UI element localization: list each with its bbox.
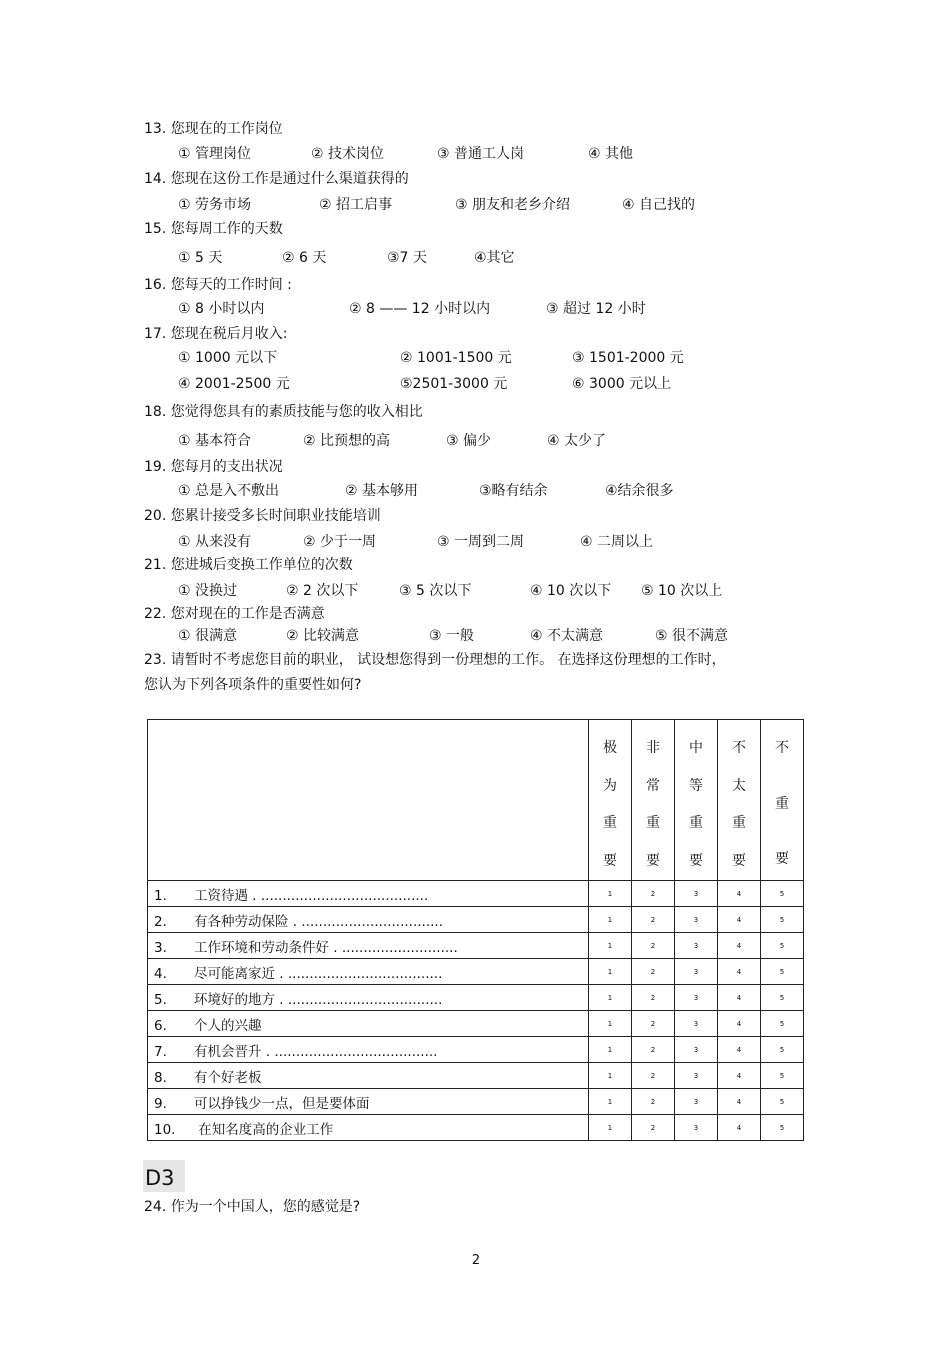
q15-option-2: ② 6 天 <box>282 250 327 266</box>
rating-option-4[interactable]: 4 <box>718 1063 761 1089</box>
row-text: 工作环境和劳动条件好 . ........................... <box>194 939 458 956</box>
rating-option-5[interactable]: 5 <box>761 1037 804 1063</box>
rating-option-4[interactable]: 4 <box>718 985 761 1011</box>
q14-option-2: ② 招工启事 <box>319 197 393 213</box>
header-quite-important <box>632 720 675 881</box>
rating-option-2[interactable]: 2 <box>632 1063 675 1089</box>
table-row <box>148 1037 804 1063</box>
row-label-cell <box>148 1063 589 1089</box>
row-label-cell <box>148 1115 589 1141</box>
row-number: 9. <box>154 1095 167 1112</box>
row-text: 有各种劳动保险 . ................................. <box>194 913 443 930</box>
row-text: 环境好的地方 . .................................... <box>194 991 443 1008</box>
row-number: 3. <box>154 939 167 956</box>
rating-option-3[interactable]: 3 <box>675 1063 718 1089</box>
row-text: 尽可能离家近 . .................................... <box>194 965 443 982</box>
question-23-line-1: 23. 请暂时不考虑您目前的职业， 试设想您得到一份理想的工作。 在选择这份理想的工作时， <box>144 652 726 668</box>
row-number: 10. <box>154 1121 176 1138</box>
q22-option-4: ④ 不太满意 <box>530 628 604 644</box>
rating-option-5[interactable]: 5 <box>761 1063 804 1089</box>
row-text: 个人的兴趣 <box>194 1017 262 1034</box>
row-label-cell <box>148 881 589 907</box>
row-label-cell <box>148 959 589 985</box>
header-char: 重 <box>603 815 617 831</box>
rating-option-4[interactable]: 4 <box>718 959 761 985</box>
rating-option-4[interactable]: 4 <box>718 881 761 907</box>
header-char: 重 <box>646 815 660 831</box>
table-row <box>148 1011 804 1037</box>
rating-option-5[interactable]: 5 <box>761 959 804 985</box>
rating-option-2[interactable]: 2 <box>632 1089 675 1115</box>
header-char: 非 <box>646 740 660 756</box>
header-char: 要 <box>646 852 660 869</box>
rating-option-3[interactable]: 3 <box>675 1115 718 1141</box>
table-row <box>148 1115 804 1141</box>
rating-option-5[interactable]: 5 <box>761 933 804 959</box>
rating-option-2[interactable]: 2 <box>632 959 675 985</box>
rating-option-3[interactable]: 3 <box>675 1037 718 1063</box>
q21-option-5: ⑤ 10 次以上 <box>641 583 723 599</box>
row-number: 6. <box>154 1017 167 1034</box>
rating-option-3[interactable]: 3 <box>675 881 718 907</box>
q13-option-1: ① 管理岗位 <box>178 146 252 162</box>
q22-option-5: ⑤ 很不满意 <box>655 628 729 644</box>
page-number: 2 <box>471 1253 481 1268</box>
q14-option-4: ④ 自己找的 <box>622 197 696 213</box>
row-text: 可以挣钱少一点，但是要体面 <box>194 1095 370 1112</box>
question-19: 19. 您每月的支出状况 <box>144 459 283 475</box>
rating-option-1[interactable]: 1 <box>589 959 632 985</box>
q22-option-2: ② 比较满意 <box>286 628 360 644</box>
table-row <box>148 1063 804 1089</box>
header-char: 要 <box>689 852 703 869</box>
row-number: 1. <box>154 887 167 904</box>
rating-option-5[interactable]: 5 <box>761 1115 804 1141</box>
rating-option-1[interactable]: 1 <box>589 1115 632 1141</box>
q15-option-4: ④其它 <box>474 250 515 266</box>
question-18: 18. 您觉得您具有的素质技能与您的收入相比 <box>144 404 423 420</box>
rating-option-5[interactable]: 5 <box>761 985 804 1011</box>
row-text: 工资待遇 . ....................................... <box>194 887 429 904</box>
q15-option-1: ① 5 天 <box>178 250 223 266</box>
header-moderately-important <box>675 720 718 881</box>
rating-option-1[interactable]: 1 <box>589 1063 632 1089</box>
q18-option-4: ④ 太少了 <box>547 433 607 449</box>
question-15: 15. 您每周工作的天数 <box>144 221 283 237</box>
row-label-cell <box>148 933 589 959</box>
header-char: 要 <box>775 851 789 867</box>
q17-option-1: ① 1000 元以下 <box>178 350 278 366</box>
rating-option-1[interactable]: 1 <box>589 1089 632 1115</box>
question-16: 16. 您每天的工作时间 : <box>144 277 292 293</box>
rating-option-4[interactable]: 4 <box>718 1089 761 1115</box>
row-text: 在知名度高的企业工作 <box>194 1121 334 1138</box>
header-char: 太 <box>732 777 746 794</box>
q21-option-1: ① 没换过 <box>178 583 238 599</box>
rating-option-2[interactable]: 2 <box>632 985 675 1011</box>
q16-option-2: ② 8 —— 12 小时以内 <box>349 301 491 317</box>
row-number: 4. <box>154 965 167 982</box>
q18-option-2: ② 比预想的高 <box>303 433 391 449</box>
row-text: 有个好老板 <box>194 1069 262 1086</box>
header-blank-cell <box>148 720 589 881</box>
q13-option-3: ③ 普通工人岗 <box>437 146 525 162</box>
q20-option-1: ① 从来没有 <box>178 534 252 550</box>
rating-option-3[interactable]: 3 <box>675 985 718 1011</box>
rating-option-5[interactable]: 5 <box>761 907 804 933</box>
header-char: 极 <box>603 740 617 756</box>
q19-option-2: ② 基本够用 <box>345 483 419 499</box>
q20-option-3: ③ 一周到二周 <box>437 534 525 550</box>
q17-option-3: ③ 1501-2000 元 <box>572 350 684 366</box>
rating-option-5[interactable]: 5 <box>761 1011 804 1037</box>
header-not-very-important <box>718 720 761 881</box>
q20-option-4: ④ 二周以上 <box>580 534 654 550</box>
q13-option-4: ④ 其他 <box>588 146 634 162</box>
rating-option-4[interactable]: 4 <box>718 1037 761 1063</box>
header-char: 重 <box>689 815 703 831</box>
rating-option-4[interactable]: 4 <box>718 1011 761 1037</box>
header-char: 不 <box>775 740 789 756</box>
question-21: 21. 您进城后变换工作单位的次数 <box>144 557 353 573</box>
q13-option-2: ② 技术岗位 <box>311 146 385 162</box>
rating-option-1[interactable]: 1 <box>589 907 632 933</box>
row-number: 8. <box>154 1069 167 1086</box>
rating-option-3[interactable]: 3 <box>675 933 718 959</box>
rating-option-1[interactable]: 1 <box>589 1037 632 1063</box>
rating-option-1[interactable]: 1 <box>589 1011 632 1037</box>
table-header-row <box>148 720 804 881</box>
rating-option-3[interactable]: 3 <box>675 959 718 985</box>
rating-option-3[interactable]: 3 <box>675 907 718 933</box>
question-22: 22. 您对现在的工作是否满意 <box>144 606 325 622</box>
row-number: 5. <box>154 991 167 1008</box>
q16-option-3: ③ 超过 12 小时 <box>546 301 646 317</box>
question-23-line-2: 您认为下列各项条件的重要性如何? <box>144 677 362 693</box>
q21-option-3: ③ 5 次以下 <box>399 583 472 599</box>
question-24: 24. 作为一个中国人，您的感觉是? <box>144 1199 361 1215</box>
q17-option-6: ⑥ 3000 元以上 <box>572 376 672 392</box>
question-17: 17. 您现在税后月收入: <box>144 326 288 342</box>
q20-option-2: ② 少于一周 <box>303 534 377 550</box>
rating-option-2[interactable]: 2 <box>632 881 675 907</box>
header-char: 要 <box>732 852 746 869</box>
q21-option-2: ② 2 次以下 <box>286 583 359 599</box>
header-char: 重 <box>775 795 789 812</box>
q14-option-1: ① 劳务市场 <box>178 197 252 213</box>
question-20: 20. 您累计接受多长时间职业技能培训 <box>144 508 381 524</box>
q22-option-1: ① 很满意 <box>178 628 238 644</box>
rating-option-2[interactable]: 2 <box>632 1011 675 1037</box>
q17-option-4: ④ 2001-2500 元 <box>178 376 290 392</box>
header-char: 要 <box>603 852 617 869</box>
header-char: 等 <box>689 777 703 794</box>
rating-option-3[interactable]: 3 <box>675 1011 718 1037</box>
table-row <box>148 881 804 907</box>
q15-option-3: ③7 天 <box>387 250 427 266</box>
rating-option-5[interactable]: 5 <box>761 1089 804 1115</box>
q19-option-4: ④结余很多 <box>605 483 674 499</box>
rating-option-2[interactable]: 2 <box>632 1115 675 1141</box>
rating-option-1[interactable]: 1 <box>589 881 632 907</box>
row-label-cell <box>148 1011 589 1037</box>
q21-option-4: ④ 10 次以下 <box>530 583 612 599</box>
q19-option-1: ① 总是入不敷出 <box>178 483 280 499</box>
row-label-cell <box>148 907 589 933</box>
header-char: 不 <box>732 740 746 756</box>
table-row <box>148 959 804 985</box>
rating-option-4[interactable]: 4 <box>718 907 761 933</box>
row-label-cell <box>148 985 589 1011</box>
q22-option-3: ③ 一般 <box>429 628 475 644</box>
rating-option-5[interactable]: 5 <box>761 881 804 907</box>
q18-option-3: ③ 偏少 <box>446 433 492 449</box>
header-char: 重 <box>732 815 746 831</box>
header-char: 常 <box>646 777 660 794</box>
question-14: 14. 您现在这份工作是通过什么渠道获得的 <box>144 171 409 187</box>
rating-option-4[interactable]: 4 <box>718 1115 761 1141</box>
section-label: D3 <box>143 1160 185 1192</box>
rating-option-2[interactable]: 2 <box>632 907 675 933</box>
header-not-important <box>761 720 804 881</box>
q19-option-3: ③略有结余 <box>479 483 548 499</box>
table-row <box>148 907 804 933</box>
row-text: 有机会晋升 . ...................................... <box>194 1043 438 1060</box>
row-label-cell <box>148 1037 589 1063</box>
q17-option-5: ⑤2501-3000 元 <box>400 376 508 392</box>
rating-option-3[interactable]: 3 <box>675 1089 718 1115</box>
row-number: 2. <box>154 913 167 930</box>
table-row <box>148 985 804 1011</box>
header-char: 为 <box>603 777 617 794</box>
table-row <box>148 933 804 959</box>
header-char: 中 <box>689 740 703 756</box>
q14-option-3: ③ 朋友和老乡介绍 <box>455 197 571 213</box>
row-number: 7. <box>154 1043 167 1060</box>
q16-option-1: ① 8 小时以内 <box>178 301 265 317</box>
rating-option-1[interactable]: 1 <box>589 985 632 1011</box>
header-very-important <box>589 720 632 881</box>
rating-option-1[interactable]: 1 <box>589 933 632 959</box>
row-label-cell <box>148 1089 589 1115</box>
q17-option-2: ② 1001-1500 元 <box>400 350 512 366</box>
rating-option-2[interactable]: 2 <box>632 1037 675 1063</box>
rating-option-4[interactable]: 4 <box>718 933 761 959</box>
rating-option-2[interactable]: 2 <box>632 933 675 959</box>
importance-rating-table <box>147 719 804 1141</box>
table-row <box>148 1089 804 1115</box>
question-13: 13. 您现在的工作岗位 <box>144 121 283 137</box>
q18-option-1: ① 基本符合 <box>178 433 252 449</box>
